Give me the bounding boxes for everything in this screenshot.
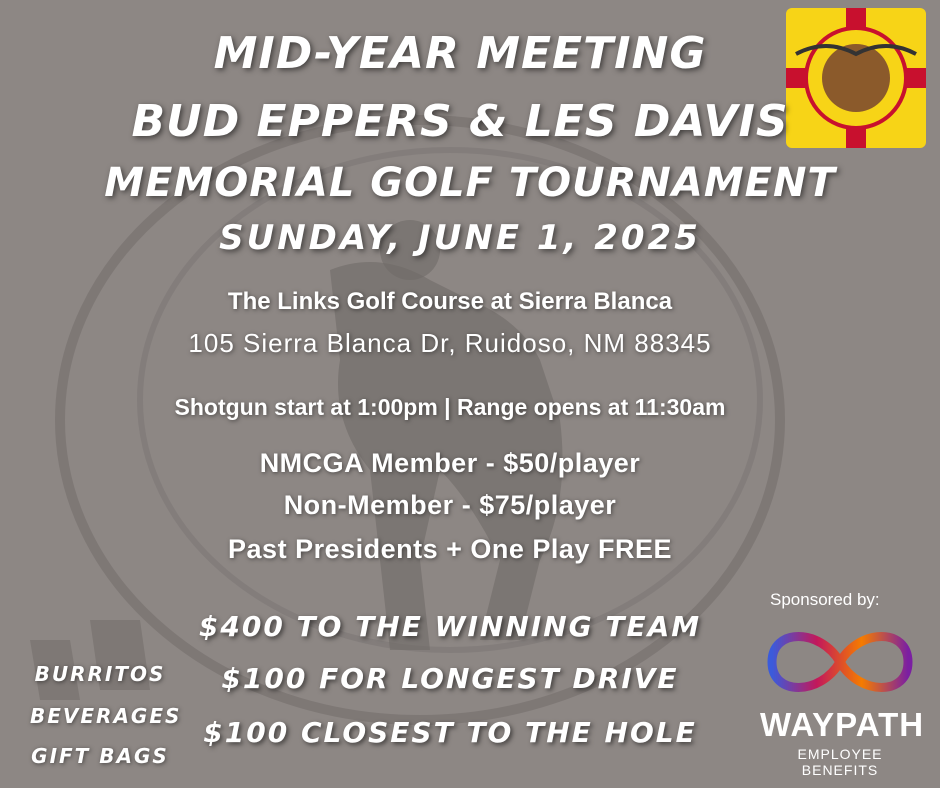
price-past-presidents: Past Presidents + One Play FREE xyxy=(228,534,672,564)
sponsor-tagline: EMPLOYEE BENEFITS xyxy=(797,746,883,778)
prize-closest-to-hole: $100 CLOSEST TO THE HOLE xyxy=(203,716,697,749)
tournament-honorees: BUD EPPERS & LES DAVIS xyxy=(131,96,789,147)
perk-burritos: BURRITOS xyxy=(34,662,166,686)
perk-beverages: BEVERAGES xyxy=(30,704,182,728)
perk-gift-bags: GIFT BAGS xyxy=(31,744,169,768)
tournament-name: MEMORIAL GOLF TOURNAMENT xyxy=(104,160,836,206)
prize-longest-drive: $100 FOR LONGEST DRIVE xyxy=(221,662,679,695)
schedule-text: Shotgun start at 1:00pm | Range opens at 11:30am xyxy=(174,394,726,420)
meeting-title: MID-YEAR MEETING xyxy=(213,28,707,79)
prize-winning-team: $400 TO THE WINNING TEAM xyxy=(198,610,702,643)
price-member: NMCGA Member - $50/player xyxy=(259,448,641,478)
sponsor-name: WAYPATH xyxy=(760,706,925,743)
price-non-member: Non-Member - $75/player xyxy=(283,490,617,520)
waypath-infinity-icon xyxy=(760,618,920,706)
venue-name: The Links Golf Course at Sierra Blanca xyxy=(227,288,673,315)
sponsored-by-label: Sponsored by: xyxy=(770,590,880,609)
event-date: SUNDAY, JUNE 1, 2025 xyxy=(219,218,701,258)
venue-address: 105 Sierra Blanca Dr, Ruidoso, NM 88345 xyxy=(188,328,712,358)
